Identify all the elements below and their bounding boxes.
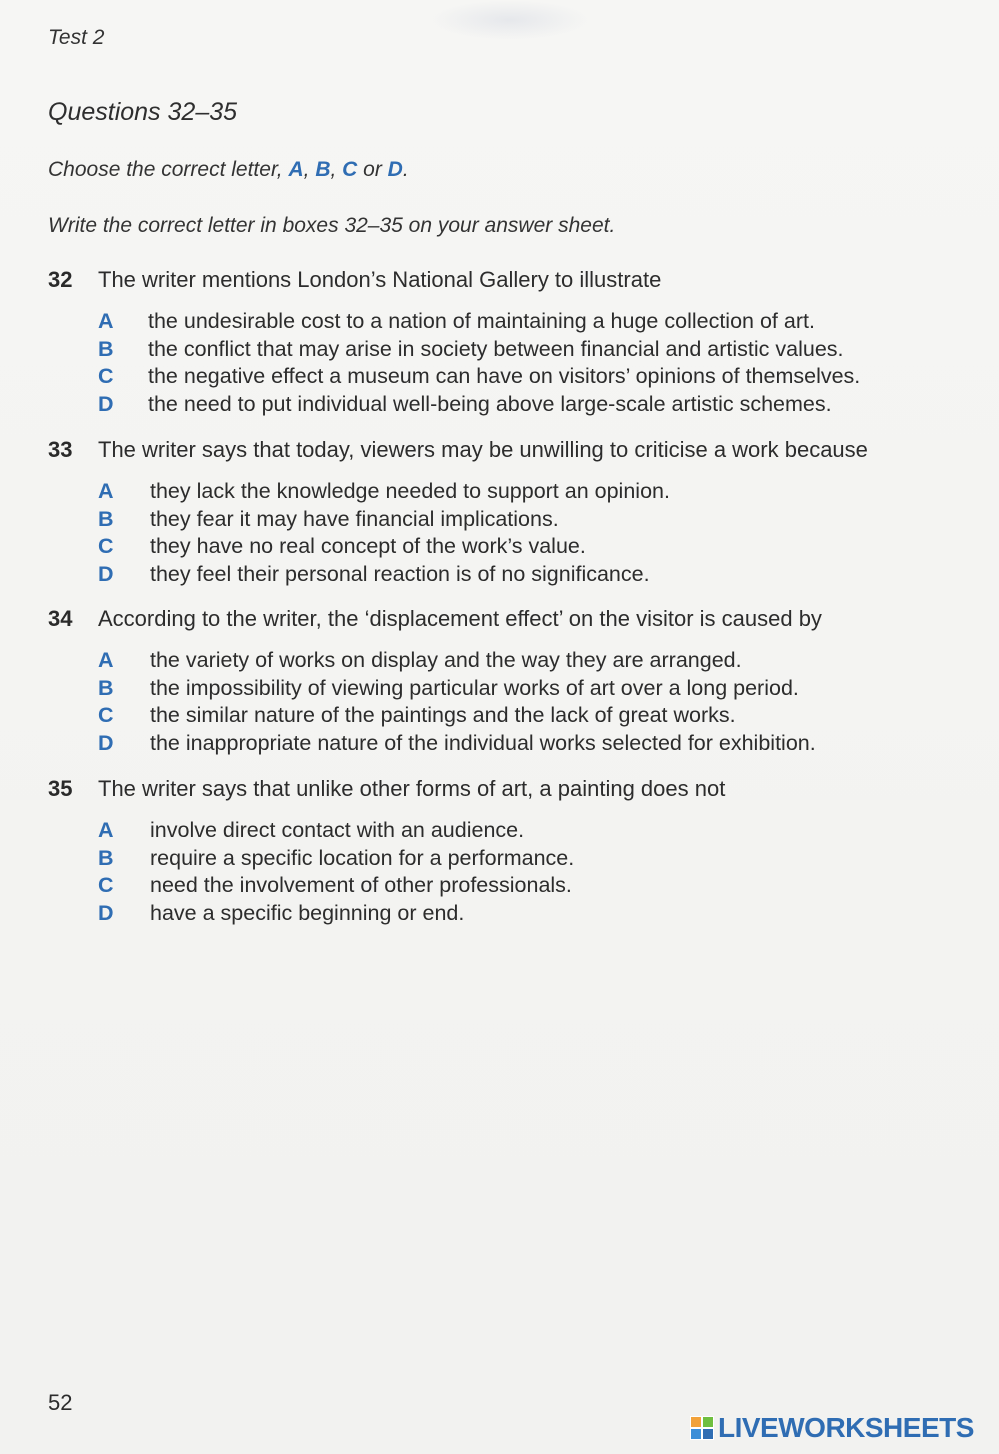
watermark-text: LIVEWORKSHEETS [718,1412,974,1443]
option-letter: C [98,873,114,898]
instruction-letter-b: B [315,158,331,181]
option-text: the conflict that may arise in society between financial and artistic values. [148,336,844,361]
option-d[interactable] [98,730,968,758]
question-stem-line [48,436,968,464]
question-stem-line [48,266,968,294]
option-b[interactable] [98,845,968,873]
option-text: they feel their personal reaction is of no significance. [150,562,650,587]
option-a[interactable] [98,478,968,506]
options-list [48,478,968,589]
option-text: involve direct contact with an audience. [150,818,525,842]
option-c[interactable] [98,872,968,900]
option-letter: B [98,506,114,531]
liveworksheets-watermark[interactable] [690,1412,974,1444]
options-list [48,817,968,928]
option-letter: C [98,364,114,389]
question-stem: According to the writer, the ‘displacement effect’ on the visitor is caused by [98,606,822,631]
option-d[interactable] [98,561,968,589]
option-text: they lack the knowledge needed to support an opinion. [150,479,670,503]
section-title: Questions 32–35 [48,98,238,126]
instruction-letter-d: D [387,158,403,181]
option-text: the similar nature of the paintings and the lack of great works. [150,703,736,728]
option-letter: D [98,392,114,417]
option-letter: D [98,731,114,756]
question-stem: The writer says that today, viewers may be unwilling to criticise a work because [98,437,868,462]
question-stem-line [48,775,968,803]
question-stem: The writer says that unlike other forms of art, a painting does not [98,776,726,801]
option-text: the impossibility of viewing particular works of art over a long period. [150,675,799,700]
option-text: the need to put individual well-being above large-scale artistic schemes. [148,392,832,417]
instruction-letter-a: A [288,158,304,181]
option-text: they fear it may have financial implications. [150,506,559,531]
option-text: the variety of works on display and the way they are arranged. [150,648,742,672]
page-number: 52 [48,1390,73,1415]
options-list [48,308,968,419]
option-letter: C [98,703,114,728]
option-d[interactable] [98,391,968,419]
instruction-choose-letter [48,158,409,182]
option-letter: C [98,534,114,559]
option-c[interactable] [98,702,968,730]
question-35 [48,775,968,928]
instruction-prefix: Choose the correct letter, [48,158,289,181]
option-letter: D [98,901,114,926]
liveworksheets-logo-icon [690,1416,714,1440]
option-text: the inappropriate nature of the individual works selected for exhibition. [150,731,816,756]
option-letter: A [98,818,114,842]
option-letter: A [98,479,114,503]
instruction-answer-sheet: Write the correct letter in boxes 32–35 on your answer sheet. [48,214,616,237]
question-stem-line [48,605,968,633]
option-c[interactable] [98,533,968,561]
instruction-suffix: . [402,158,409,181]
option-a[interactable] [98,308,968,336]
question-33 [48,436,968,589]
option-text: they have no real concept of the work’s value. [150,534,586,559]
option-letter: B [98,675,114,700]
question-stem: The writer mentions London’s National Gallery to illustrate [98,267,662,292]
option-text: the undesirable cost to a nation of maintaining a huge collection of art. [148,309,815,333]
options-list [48,647,968,758]
instruction-letter-c: C [342,158,358,181]
option-a[interactable] [98,647,968,675]
option-b[interactable] [98,336,968,364]
option-text: have a specific beginning or end. [150,901,465,926]
running-head: Test 2 [48,26,105,49]
option-text: need the involvement of other professionals. [150,873,572,898]
instruction-sep: , [330,158,343,181]
option-letter: A [98,648,114,672]
question-number: 32 [48,267,73,292]
question-number: 33 [48,437,73,462]
option-letter: A [98,309,114,333]
option-a[interactable] [98,817,968,845]
option-b[interactable] [98,675,968,703]
question-32 [48,266,968,419]
question-34 [48,605,968,758]
option-letter: B [98,336,114,361]
option-text: require a specific location for a performance. [150,845,575,870]
scan-shadow [430,0,590,40]
option-c[interactable] [98,363,968,391]
instruction-sep: or [357,158,388,181]
option-text: the negative effect a museum can have on visitors’ opinions of themselves. [148,364,861,389]
option-letter: B [98,845,114,870]
question-number: 34 [48,606,73,631]
option-b[interactable] [98,506,968,534]
option-d[interactable] [98,900,968,928]
option-letter: D [98,562,114,587]
instruction-sep: , [303,158,316,181]
question-number: 35 [48,776,73,801]
